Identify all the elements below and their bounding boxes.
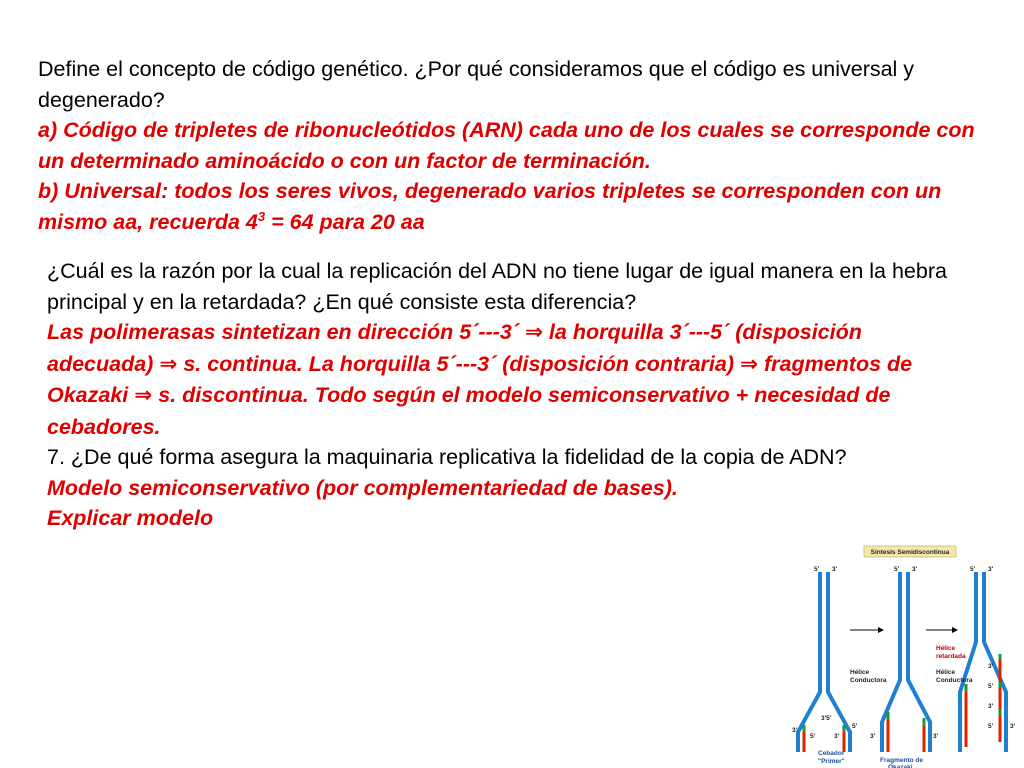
- label-3-prime: 3': [988, 566, 994, 573]
- answer-1b-superscript: 3: [257, 208, 266, 224]
- label-helice-conductora-1: Hélice: [936, 669, 956, 676]
- question-block-2: [47, 256, 947, 534]
- label-helice-retardada-1: Hélice: [936, 645, 956, 652]
- label-3-prime: 3': [792, 727, 798, 734]
- label-fragmento: Fragmento de: [880, 757, 923, 764]
- answer-2: [47, 317, 947, 442]
- label-helice-retardada-2: retardada: [936, 653, 966, 660]
- label-3-prime: 3': [988, 703, 994, 710]
- label-5-prime: 5': [894, 566, 900, 573]
- label-helice-conductora-2: Conductora: [850, 677, 887, 684]
- diagram-title: Síntesis Semidiscontinua: [870, 549, 950, 557]
- label-5-prime: 5': [852, 723, 858, 730]
- replication-fork-3: [960, 572, 1006, 752]
- label-3-prime: 3': [870, 733, 876, 740]
- answer-1b: [38, 176, 998, 237]
- label-primer: "Primer": [818, 758, 845, 765]
- replication-fork-1: [798, 572, 850, 752]
- label-3-prime: 3': [912, 566, 918, 573]
- label-3-prime: 3': [832, 566, 838, 573]
- label-5-prime: 5': [988, 723, 994, 730]
- question-1-text: Define el concepto de código genético. ¿Por qué consideramos que el código es universal y degenerado?: [38, 57, 915, 112]
- label-3-5-prime: 3'5': [821, 715, 832, 722]
- answer-2-part-2: la horquilla 3´---5´ (disposición adecuada): [47, 320, 862, 376]
- label-okazaki: Okazaki: [888, 764, 913, 768]
- answer-1a: a) Código de tripletes de ribonucleótidos (ARN) cada uno de los cuales se corresponde con un determinado aminoácido o con un factor de terminación.: [38, 118, 975, 173]
- answer-2-part-5: s. discontinua. Todo según el modelo semiconservativo + necesidad de cebadores.: [47, 383, 891, 439]
- label-3-prime: 3': [988, 663, 994, 670]
- step-arrow-head-icon: [878, 627, 884, 633]
- label-3-prime: 3': [834, 733, 840, 740]
- answer-1b-text: b) Universal: todos los seres vivos, degenerado varios tripletes se corresponden con un mismo aa, recuerda 4: [38, 179, 942, 234]
- question-7-text: 7. ¿De qué forma asegura la maquinaria replicativa la fidelidad de la copia de ADN?: [47, 445, 847, 469]
- question-block-1: [38, 54, 998, 237]
- answer-7-line-2: Explicar modelo: [47, 506, 214, 530]
- label-5-prime: 5': [970, 566, 976, 573]
- answer-2-part-3: s. continua. La horquilla 5´---3´ (disposición contraria): [177, 351, 740, 376]
- semidiscontinuous-synthesis-diagram: [790, 542, 1024, 768]
- step-arrow-head-icon: [952, 627, 958, 633]
- label-5-prime: 5': [988, 683, 994, 690]
- implies-arrow-icon: ⇒: [134, 383, 153, 408]
- question-2-text: ¿Cuál es la razón por la cual la replicación del ADN no tiene lugar de igual manera en la hebra principal y en la retardada? ¿En qué consiste esta diferencia?: [47, 259, 947, 314]
- label-5-prime: 5': [814, 566, 820, 573]
- answer-2-part-1: Las polimerasas sintetizan en dirección 5´---3´: [47, 320, 519, 344]
- label-helice-conductora-1: Hélice: [850, 669, 870, 676]
- label-helice-conductora-2: Conductora: [936, 677, 973, 684]
- label-cebador: Cebador: [818, 750, 845, 757]
- implies-arrow-icon: ⇒: [524, 320, 543, 345]
- answer-2-part-4: fragmentos de Okazaki: [47, 351, 913, 407]
- implies-arrow-icon: ⇒: [739, 351, 758, 377]
- replication-fork-2: [882, 572, 930, 752]
- label-3-prime: 3': [1010, 723, 1016, 730]
- answer-1b-end: = 64 para 20 aa: [265, 209, 425, 234]
- label-3-prime: 3': [933, 733, 939, 740]
- answer-7-line-1: Modelo semiconservativo (por complementariedad de bases).: [47, 475, 678, 500]
- implies-arrow-icon: ⇒: [159, 351, 178, 377]
- label-5-prime: 5': [810, 733, 816, 740]
